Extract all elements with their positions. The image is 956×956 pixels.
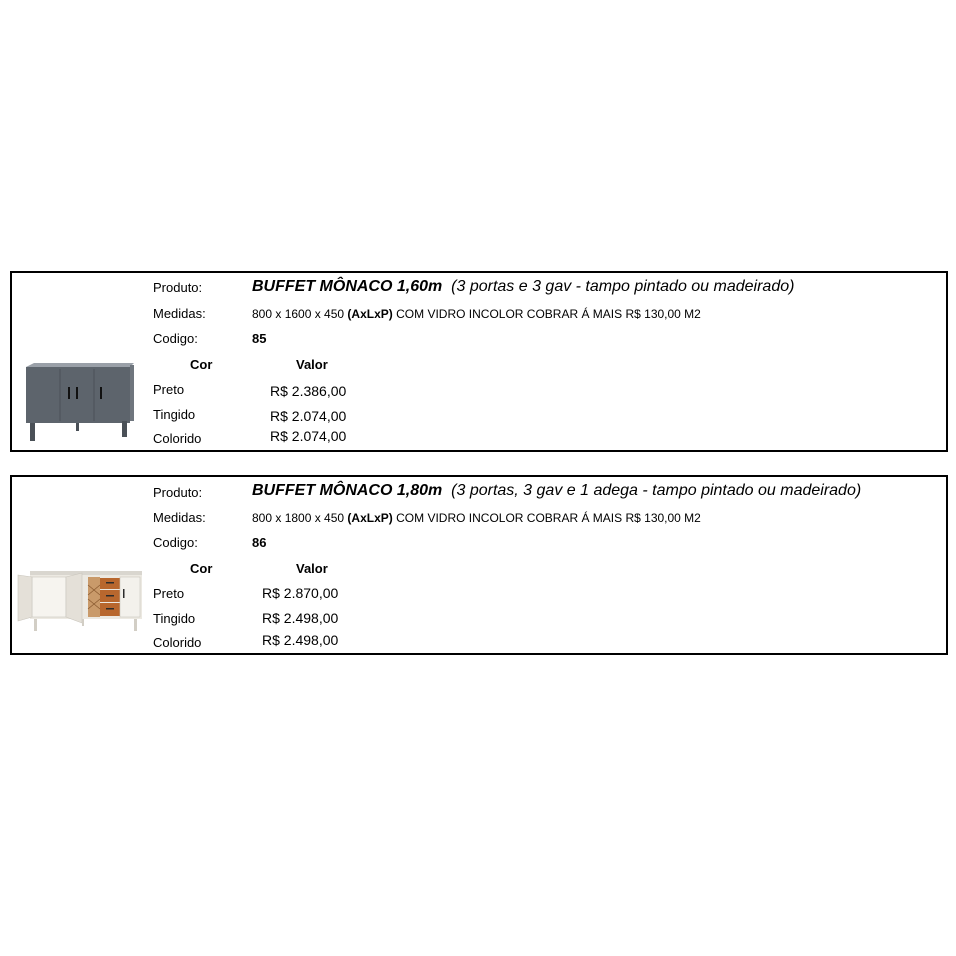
measures-unit: (AxLxP) [347, 511, 393, 525]
product-title [252, 278, 794, 296]
codigo-label: Codigo: [153, 535, 198, 550]
price-tingido: R$ 2.074,00 [270, 408, 347, 424]
product-card-85 [10, 271, 948, 452]
color-name-tingido: Tingido [153, 407, 196, 422]
produto-label: Produto: [153, 485, 203, 500]
cor-header: Cor [190, 561, 213, 576]
codigo-label: Codigo: [153, 331, 198, 346]
price-preto: R$ 2.870,00 [262, 585, 339, 601]
color-name-preto: Preto [153, 382, 185, 397]
price-preto: R$ 2.386,00 [270, 383, 347, 399]
color-name-preto: Preto [153, 586, 185, 601]
price-tingido: R$ 2.498,00 [262, 610, 339, 626]
product-name: BUFFET MÔNACO 1,80m [252, 482, 443, 499]
color-name-colorido: Colorido [153, 635, 202, 650]
product-code: 85 [252, 331, 267, 346]
cor-header: Cor [190, 357, 213, 372]
glass-note: COM VIDRO INCOLOR COBRAR Á MAIS R$ 130,00 M2 [396, 511, 701, 525]
product-measures [252, 307, 701, 321]
price-colorido: R$ 2.074,00 [270, 428, 347, 444]
color-name-colorido: Colorido [153, 431, 202, 446]
product-card-86 [10, 475, 948, 655]
price-colorido: R$ 2.498,00 [262, 632, 339, 648]
product-description: (3 portas e 3 gav - tampo pintado ou madeirado) [451, 278, 795, 295]
valor-header: Valor [296, 561, 328, 576]
product-name: BUFFET MÔNACO 1,60m [252, 278, 443, 295]
buffet-gray-image [22, 359, 138, 443]
product-title [252, 482, 861, 500]
product-measures [252, 511, 701, 525]
produto-label: Produto: [153, 280, 203, 295]
product-description: (3 portas, 3 gav e 1 adega - tampo pintado ou madeirado) [451, 482, 862, 499]
color-name-tingido: Tingido [153, 611, 196, 626]
medidas-label: Medidas: [153, 510, 206, 525]
product-code: 86 [252, 535, 267, 550]
measures-unit: (AxLxP) [347, 307, 393, 321]
buffet-white-image [16, 569, 146, 633]
measures-value: 800 x 1800 x 450 [252, 511, 345, 525]
measures-value: 800 x 1600 x 450 [252, 307, 345, 321]
medidas-label: Medidas: [153, 306, 206, 321]
valor-header: Valor [296, 357, 328, 372]
glass-note: COM VIDRO INCOLOR COBRAR Á MAIS R$ 130,00 M2 [396, 307, 701, 321]
